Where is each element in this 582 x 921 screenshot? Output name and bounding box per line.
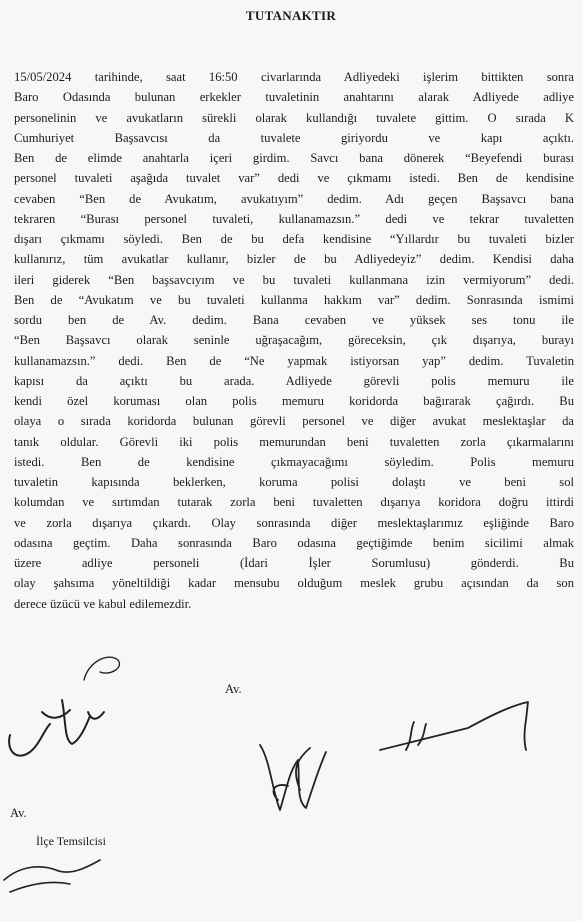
- signature-mark-2: [9, 700, 104, 756]
- signature-label-left: Av.: [10, 806, 27, 820]
- signature-label-bottom: İlçe Temsilcisi: [36, 834, 106, 848]
- body-line: personel tuvaleti aşağıda tuvalet var” dedi ve çıkmamı istedi. Ben de kendisine: [14, 171, 574, 186]
- signature-mark-1: [84, 657, 119, 680]
- body-line: olaya o sırada koridorda bulunan görevli personel ve diğer avukat meslektaşlar da: [14, 414, 574, 429]
- document-title: TUTANAKTIR: [245, 8, 337, 23]
- signature-label-center: Av.: [225, 682, 242, 696]
- body-line: kullanırız, tüm avukatlar kullanır, bizler de bu Adliyedeyiz” dedim. Kendisi daha: [14, 252, 574, 267]
- body-line: ileri giderek “Ben başsavcıyım ve bu tuvaleti kullanmana izin vermiyorum” dedi.: [14, 272, 574, 287]
- body-line: 15/05/2024 tarihinde, saat 16:50 civarlarında Adliyedeki işlerim bittikten sonra: [14, 70, 574, 84]
- body-line: sordu ben de Av. dedim. Bana cevaben ve yüksek ses tonu ile: [14, 313, 574, 327]
- body-line: kolumdan ve sırtımdan tutarak zorla beni tuvaletten dışarıya koridora doğru ittirdi: [14, 495, 574, 510]
- signature-mark-4: [380, 702, 528, 750]
- body-line: tekraren “Burası personel tuvaleti, kullanamazsın.” dedi ve tekrar tuvaletten: [14, 211, 574, 226]
- body-line: olay şahsıma yöneltildiği kadar mensubu olduğum meslek grubu açısından da son: [14, 576, 574, 591]
- body-line: üzere adliye personeli (İdari İşler Sorumlusu) gönderdi. Bu: [14, 556, 574, 570]
- body-line: dışarı çıkmamı söyledi. Ben de bu defa kendisine “Yıllardır bu tuvaleti bizler: [14, 232, 574, 246]
- body-line: cevaben “Ben de Avukatım, avukatıyım” dedim. Adı geçen Başsavcı bana: [14, 191, 574, 206]
- body-line: istedi. Ben de kendisine çıkmayacağımı söyledim. Polis memuru: [14, 454, 574, 469]
- body-line: Ben de “Avukatım ve bu tuvaleti kullanma hakkım var” dedim. Sonrasında ismimi: [14, 292, 574, 307]
- body-line: odasına geçtim. Daha sonrasında Baro odasına geçtiğimde benim sicilimi almak: [14, 535, 574, 550]
- body-line: Ben de elimde anahtarla içeri girdim. Savcı bana dönerek “Beyefendi burası: [14, 151, 574, 165]
- body-line: kapısı da açıktı bu arada. Adliyede görevli polis memuru ile: [14, 373, 574, 388]
- body-line: Cumhuriyet Başsavcısı da tuvalete giriyordu ve kapı açıktı.: [14, 130, 574, 145]
- body-line: kendi özel koruması olan polis memuru koridorda bağırarak çağırdı. Bu: [14, 394, 574, 408]
- signature-mark-5: [4, 860, 100, 892]
- body-line: Baro Odasında bulunan erkekler tuvaletinin anahtarını alarak Adliyede adliye: [14, 90, 574, 105]
- body-line: derece üzücü ve kabul edilemezdir.: [14, 596, 192, 611]
- body-line: personelinin ve avukatların sürekli olarak kullandığı tuvalete gittim. O sırada K: [14, 110, 574, 125]
- body-line: kullanamazsın.” dedi. Ben de “Ne yapmak istiyorsan yap” dedim. Tuvaletin: [14, 353, 574, 368]
- signature-mark-3: [260, 745, 326, 810]
- body-line: ve zorla dışarıya çıkardı. Olay sonrasında diğer meslektaşlarımız eşliğinde Baro: [14, 515, 574, 530]
- body-line: tanık oldular. Görevli iki polis memurundan beni tuvaletten zorla çıkarmalarını: [14, 434, 574, 449]
- body-line: tuvaletin kapısında beklerken, koruma polisi dolaştı ve beni sol: [14, 475, 574, 489]
- body-line: “Ben Başsavcı olarak seninle uğraşacağım, göreceksin, çık dışarıya, burayı: [14, 333, 574, 348]
